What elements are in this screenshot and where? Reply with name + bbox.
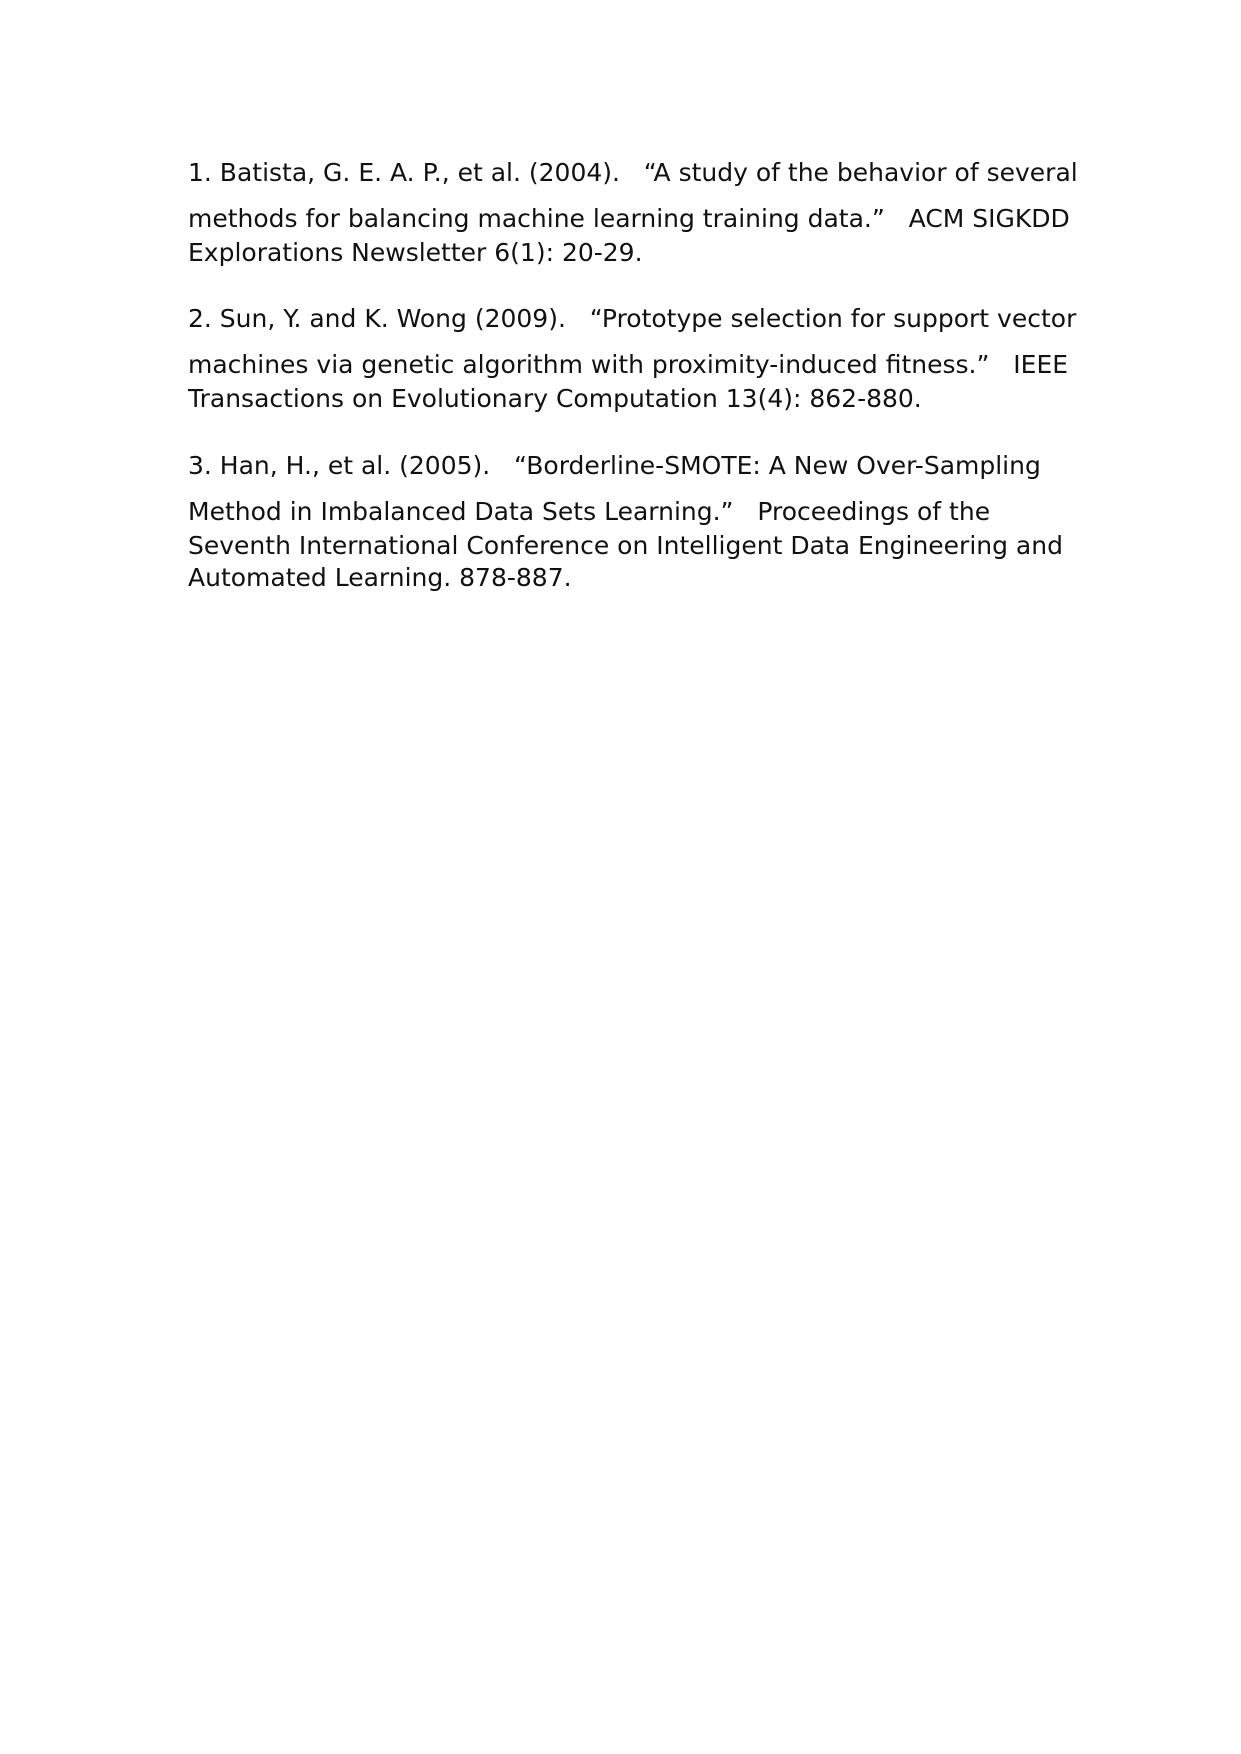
reference-line: methods for balancing machine learning training data.” ACM SIGKDD [188,204,1070,233]
reference-line: 2. Sun, Y. and K. Wong (2009). “Prototype selection for support vector [188,304,1077,333]
reference-line: Method in Imbalanced Data Sets Learning.” Proceedings of the [188,497,991,526]
reference-line: Transactions on Evolutionary Computation 13(4): 862-880. [188,384,922,413]
reference-line: 3. Han, H., et al. (2005). “Borderline-SMOTE: A New Over-Sampling [188,451,1041,480]
reference-line: machines via genetic algorithm with proximity-induced fitness.” IEEE [188,350,1069,379]
reference-line: Explorations Newsletter 6(1): 20-29. [188,238,643,267]
reference-line: Seventh International Conference on Intelligent Data Engineering and [188,531,1063,560]
reference-line: Automated Learning. 878-887. [188,563,572,592]
reference-line: 1. Batista, G. E. A. P., et al. (2004). “A study of the behavior of several [188,158,1078,187]
